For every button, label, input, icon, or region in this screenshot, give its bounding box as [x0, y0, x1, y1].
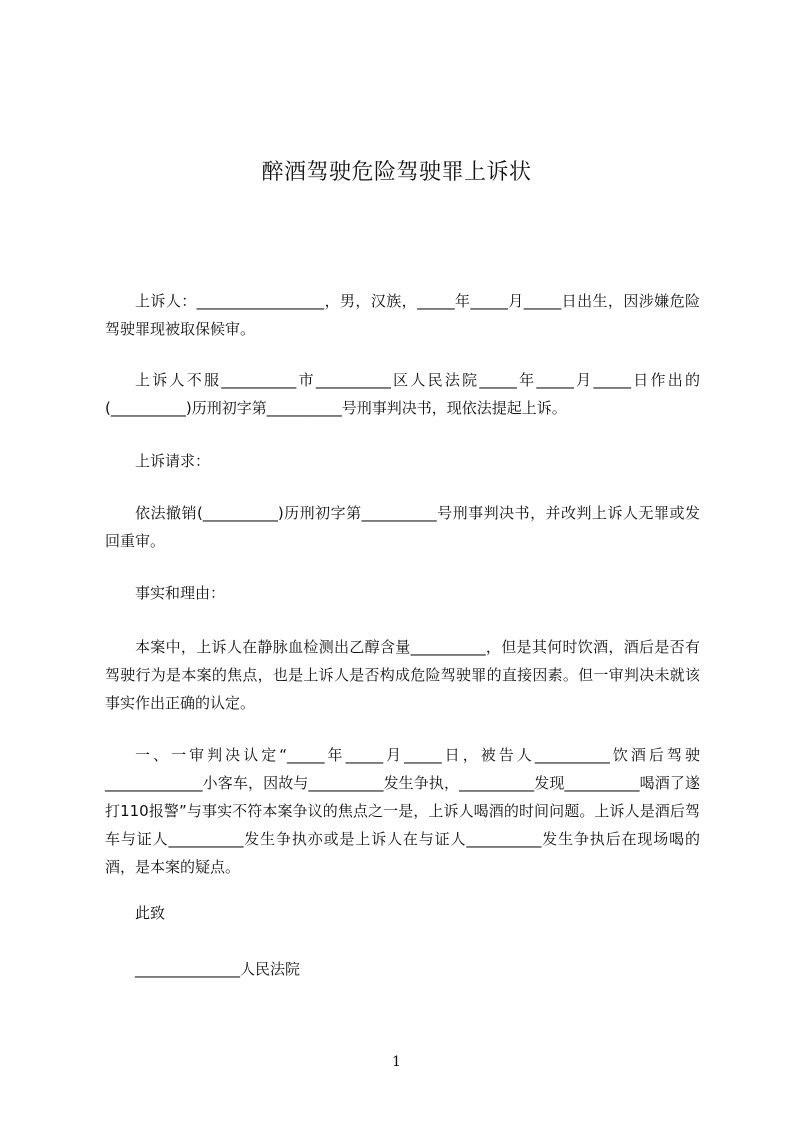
salutation: 此致 [135, 904, 166, 922]
facts-reasons-heading: 事实和理由： [135, 584, 226, 602]
court-addressee: ______________人民法院 [135, 960, 301, 978]
appeal-statement-paragraph: 上诉人不服__________市__________区人民法院_____年_____月_____日作出的(__________)历刑初字第__________号刑事判决书，现依法提起上诉。 [105, 371, 700, 417]
page-number: 1 [392, 1054, 401, 1070]
appeal-request-heading: 上诉请求： [135, 452, 211, 470]
document-title: 醉酒驾驶危险驾驶罪上诉状 [261, 159, 532, 185]
appellant-info-paragraph: 上诉人：_________________，男，汉族，_____年_____月_____日出生，因涉嫌危险驾驶罪现被取保候审。 [105, 292, 700, 338]
facts-paragraph-1: 本案中，上诉人在静脉血检测出乙醇含量__________，但是其何时饮酒，酒后是否有驾驶行为是本案的焦点，也是上诉人是否构成危险驾驶罪的直接因素。但一审判决未就该事实作出正确的认定。 [105, 638, 700, 712]
appeal-request-paragraph: 依法撤销(__________)历刑初字第__________号刑事判决书，并改判上诉人无罪或发回重审。 [105, 504, 700, 550]
facts-paragraph-2: 一、一审判决认定“_____年_____月_____日，被告人__________饮酒后驾驶_____________小客车，因故与__________发生争执，__________发现__________喝酒了遂打110报警”与事实不符本案争议的焦点之一是，上诉人喝酒的时间问题。上诉人是酒后驾车与证人__________发生争执亦或是上诉人在与证人__________发生争执后在现场喝的酒，是本案的疑点。 [105, 746, 700, 876]
